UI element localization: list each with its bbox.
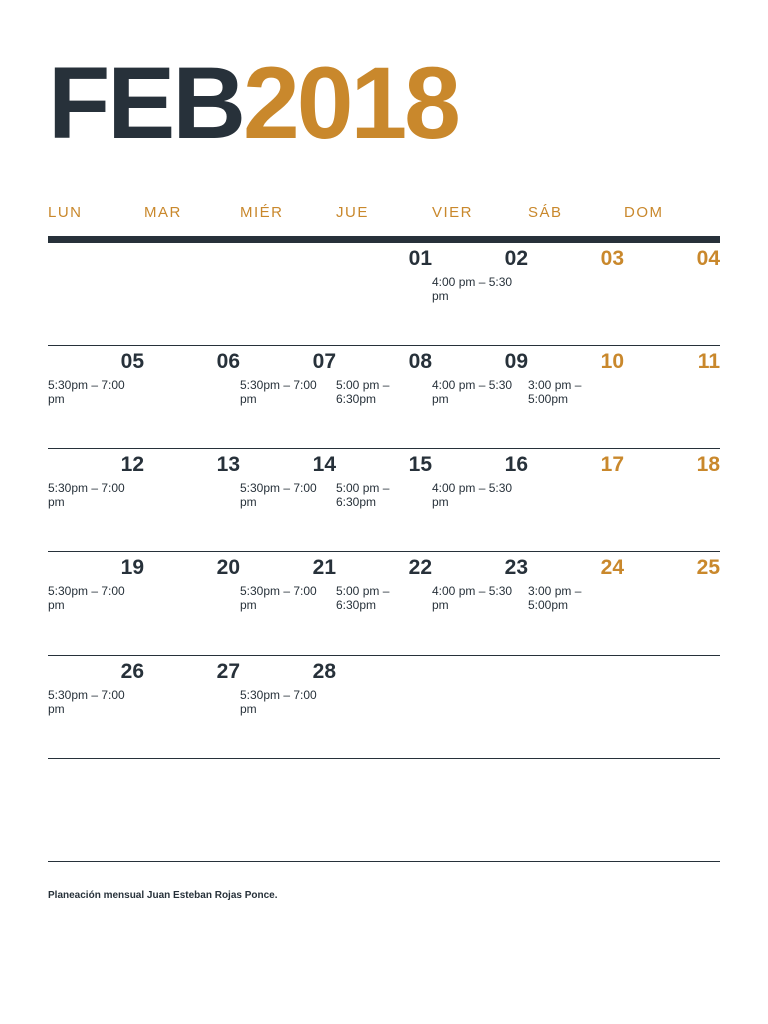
day-number: 24 [600,556,624,579]
event-time: 3:00 pm – 5:00pm [528,378,582,406]
weekday-fri: VIER [432,204,474,221]
day-number: 11 [697,350,720,373]
day-cell [144,552,240,655]
day-number: 28 [312,660,336,683]
day-cell [528,759,624,862]
event-time: 5:30pm – 7:00 pm [48,584,125,612]
week-divider [48,655,720,656]
day-cell [528,346,624,449]
day-number: 15 [408,453,432,476]
weekday-header [48,204,720,224]
day-number: 17 [600,453,624,476]
day-cell [432,243,528,346]
day-cell [240,346,336,449]
day-cell [432,656,528,759]
week-divider [48,758,720,759]
footer-note: Planeación mensual Juan Esteban Rojas Ponce. [48,890,278,901]
day-cell [336,346,432,449]
day-cell [144,243,240,346]
event-time: 5:00 pm – 6:30pm [336,584,390,612]
event-time: 3:00 pm – 5:00pm [528,584,582,612]
day-cell [336,243,432,346]
weekday-sat: SÁB [528,204,563,221]
day-cell [240,759,336,862]
day-cell [144,346,240,449]
day-cell [336,449,432,552]
weekday-wed: MIÉR [240,204,284,221]
weekday-mon: LUN [48,204,83,221]
day-number: 13 [216,453,240,476]
day-number: 14 [312,453,336,476]
event-time: 4:00 pm – 5:30 pm [432,378,513,406]
day-cell [624,552,720,655]
day-cell [48,449,144,552]
day-cell [48,552,144,655]
event-time: 5:30pm – 7:00 pm [240,688,317,716]
day-number: 03 [600,247,624,270]
page-title [48,46,458,160]
day-number: 04 [696,247,720,270]
day-cell [240,243,336,346]
day-cell [144,759,240,862]
week-divider [48,861,720,862]
day-number: 26 [120,660,144,683]
event-time: 5:30pm – 7:00 pm [240,584,317,612]
day-number: 05 [120,350,144,373]
day-cell [432,449,528,552]
event-time: 5:30pm – 7:00 pm [240,378,317,406]
week-divider [48,448,720,449]
event-time: 5:30pm – 7:00 pm [48,481,125,509]
day-number: 23 [504,556,528,579]
day-cell [624,346,720,449]
day-cell [48,759,144,862]
day-number: 12 [120,453,144,476]
day-number: 27 [216,660,240,683]
event-time: 5:00 pm – 6:30pm [336,378,390,406]
day-cell [432,346,528,449]
event-time: 4:00 pm – 5:30 pm [432,584,513,612]
day-number: 01 [408,247,432,270]
weekday-thu: JUE [336,204,369,221]
header-divider-bar [48,236,720,243]
day-cell [624,759,720,862]
day-cell [240,552,336,655]
day-cell [528,552,624,655]
day-cell [432,552,528,655]
day-number: 20 [216,556,240,579]
day-number: 21 [312,556,336,579]
day-cell [336,656,432,759]
day-cell [624,243,720,346]
weekday-tue: MAR [144,204,182,221]
event-time: 5:00 pm – 6:30pm [336,481,390,509]
day-number: 02 [504,247,528,270]
day-number: 19 [120,556,144,579]
day-number: 08 [408,350,432,373]
day-cell [432,759,528,862]
event-time: 5:30pm – 7:00 pm [48,688,125,716]
day-number: 06 [216,350,240,373]
event-time: 5:30pm – 7:00 pm [240,481,317,509]
day-cell [528,656,624,759]
day-cell [240,449,336,552]
day-number: 16 [504,453,528,476]
day-number: 07 [312,350,336,373]
day-cell [624,449,720,552]
day-cell [528,243,624,346]
event-time: 5:30pm – 7:00 pm [48,378,125,406]
day-cell [48,346,144,449]
day-number: 22 [408,556,432,579]
day-number: 10 [600,350,624,373]
weekday-sun: DOM [624,204,664,221]
day-cell [144,656,240,759]
title-month: FEB [48,46,243,160]
day-number: 25 [696,556,720,579]
week-divider [48,551,720,552]
day-cell [336,759,432,862]
day-cell [528,449,624,552]
week-divider [48,345,720,346]
day-cell [240,656,336,759]
day-cell [48,243,144,346]
title-year: 2018 [243,46,458,160]
day-number: 18 [696,453,720,476]
day-cell [336,552,432,655]
day-number: 09 [504,350,528,373]
event-time: 4:00 pm – 5:30 pm [432,481,513,509]
day-cell [48,656,144,759]
day-cell [624,656,720,759]
event-time: 4:00 pm – 5:30 pm [432,275,513,303]
day-cell [144,449,240,552]
